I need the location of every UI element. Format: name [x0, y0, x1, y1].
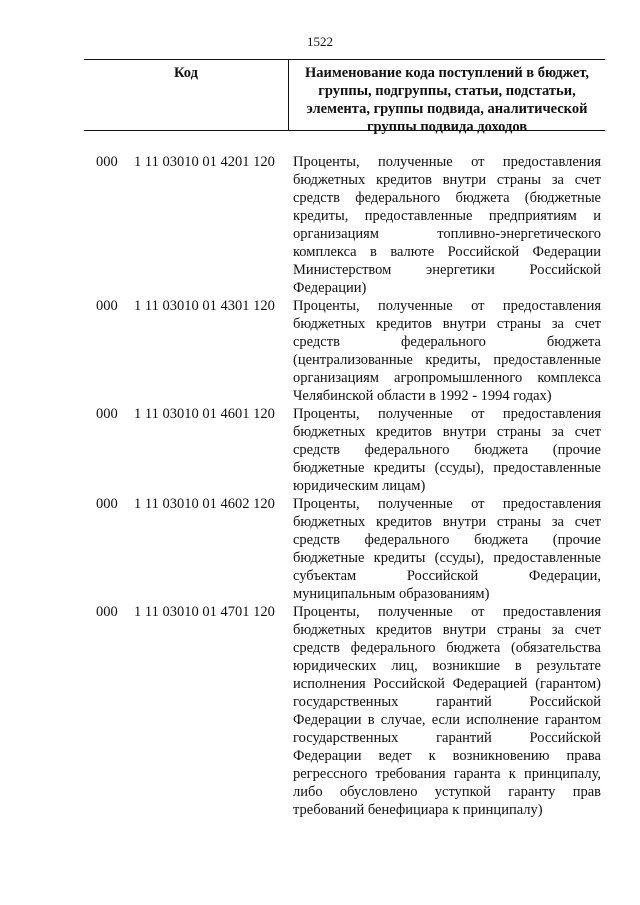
- header-code-column: Код: [84, 60, 289, 130]
- row-budget-code: 1 11 03010 01 4301 120: [134, 298, 275, 314]
- row-admin-code: 000: [96, 298, 118, 314]
- row-admin-code: 000: [96, 406, 118, 422]
- row-budget-code: 1 11 03010 01 4701 120: [134, 604, 275, 620]
- row-description: Проценты, полученные от предоставления бюджетных кредитов внутри страны за счет средств федерального бюджета (прочие бюджетные кредиты (ссуды), предоставленные субъектам Российской Федерации, муниципальным образованиям): [293, 496, 601, 602]
- row-admin-code: 000: [96, 604, 118, 620]
- table-row: [0, 153, 640, 297]
- table-body: [0, 153, 640, 819]
- table-row: [0, 603, 640, 819]
- row-admin-code: 000: [96, 496, 118, 512]
- table-row: [0, 297, 640, 405]
- row-budget-code: 1 11 03010 01 4601 120: [134, 406, 275, 422]
- table-row: [0, 495, 640, 603]
- row-budget-code: 1 11 03010 01 4602 120: [134, 496, 275, 512]
- row-description: Проценты, полученные от предоставления бюджетных кредитов внутри страны за счет средств федерального бюджета (обязательства юридических лиц, возникшие в результате исполнения Российской Федерацией (гарантом) государственных гарантий Российской Федерации в случае, если исполнение гарантом государственных гарантий Российской Федерации ведет к возникновению права регрессного требования гаранта к принципалу, либо обусловлено уступкой гаранту прав требований бенефициара к принципалу): [293, 604, 601, 818]
- row-description: Проценты, полученные от предоставления бюджетных кредитов внутри страны за счет средств федерального бюджета (централизованные кредиты, предоставленные организациям агропромышленного комплекса Челябинской области в 1992 - 1994 годах): [293, 298, 601, 404]
- row-description: Проценты, полученные от предоставления бюджетных кредитов внутри страны за счет средств федерального бюджета (прочие бюджетные кредиты (ссуды), предоставленные юридическим лицам): [293, 406, 601, 494]
- row-budget-code: 1 11 03010 01 4201 120: [134, 154, 275, 170]
- header-name-column: Наименование кода поступлений в бюджет, группы, подгруппы, статьи, подстатьи, элемента, группы подвида, аналитической группы подвида доходов: [304, 65, 590, 135]
- row-description: Проценты, полученные от предоставления бюджетных кредитов внутри страны за счет средств федерального бюджета (бюджетные кредиты, предоставленные предприятиям и организациям топливно-энергетического комплекса в валюте Российской Федерации Министерством энергетики Российской Федерации): [293, 154, 601, 296]
- row-admin-code: 000: [96, 154, 118, 170]
- table-header: [84, 59, 605, 135]
- table-row: [0, 405, 640, 495]
- page-number: 1522: [307, 34, 333, 49]
